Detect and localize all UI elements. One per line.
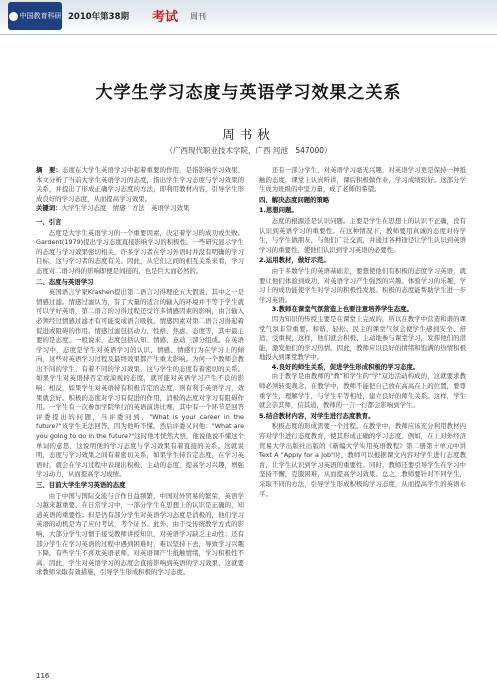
logo-mark-icon [9,12,18,21]
abstract-text: 态度在大学生英语学习中起着重要的作用，是指影响学习效果、本文分析了当前大学生英语学习的态度，指出学生学习态度与学习效果的关系，并提出了形成正确学习态度的方法，即利用教材内容，引导学生形成良好的学习态度，从而提高学习效果。 [36,166,244,203]
magazine-frequency: 周刊 [190,12,206,21]
magazine-name: 考试 [152,10,179,25]
author-affiliation: （广西现代职业技术学院，广西 河池 547000） [165,146,332,155]
left-heading: 一、引言 [36,217,62,226]
right-heading: 四、解决态度问题的策略 [259,195,330,204]
right-paragraph: 还有一部分学生，对英语学习毫无兴趣，对英语学习更是保持一种抵触的态度，课堂上认真听讲，课后积极做作业，学习成绩较好。这部分学生成为班级的中坚力量，成了老师的希望。 [259,166,466,194]
right-heading: 2.运用教材，做好示范。 [259,256,330,265]
left-heading: 二、态度与英语学习 [36,277,94,286]
right-subheading: 3.教师在课堂气氛营造上也要注意培养学生态度。 [271,305,413,314]
left-paragraph: 英国语言学家Krashen提出第二语言习得理论五大假说，其中之一是情感过滤。情感过滤认为，有了大量的适合的输入的环境并不等于学生就可以学好英语，第二语言的习得过程还受许多情感因素的影响，由言输入必须经过情感过滤才有可能变成语言吸收。情感因素对第二语言习得起着促进或阻碍的作用。情感过滤包括动力、性格、焦虑、态度等，其中最主要的是态度。一般说来，态度包括认知、情感、意动三部分组成。在英语学习中，态度是学生对英语学习的认识、情感、情感行为在学习上的倾向，这些对英语学习过程及最终效果都产生重大影响。为何一个教师会教出不同的学生，有着不同的学习效果，这与学生的态度有着密切的关系。如果学生对英语持否定或漠视的态度，就可能对英语学习产生不良的影响；相反，如果学生对英语持有积极肯定的态度，则有利于英语学习，效果就会好。积极的态度对学习有促进的作用，消极的态度对学习有阻碍作用。一学生有一次参加学院举行的英语演讲比赛，其中有一个环节是回答评委提出的问题，当评委问到，"What is your career in the future?"该学生无法回答，因为他听不懂。然后评委又问他："What are you going to do in the future?"这时他才恍然大悟，他说他说不懂这个单词的意思，这说明他的学习态度与学习效果有着直接的关系。这就说明，态度与学习效果之间有着密切关系，如果学生持肯定态度，在学习英语时，就会在学习过程中表现出积极、主动的态度，提高学习兴趣，增强学习动力，从而提高学习成绩。 [36,288,244,479]
keywords [36,204,244,214]
left-column [36,166,244,670]
issue-label: 2010年第38期 [68,12,129,22]
right-paragraph: 因为知识的传授主要是在课堂上完成的，所以在教学中营造和谐的课堂气氛非常重要。和谐、轻松、民主的课堂气氛会使学生感到安全、舒适、受重视，这样，他们就会积极、主动地参与课堂学习，发挥他们的潜能，激发他们的学习热情。因此，教师应以良好的情绪和饱满的热情积极地投入到课堂教学中。 [259,314,466,362]
right-column [259,166,466,670]
left-column-body [36,218,244,578]
right-subheading: 4.良好的师生关系，促进学生形成积极的学习态度。 [271,362,420,371]
left-paragraph: 态度是大学生英语学习的一个重要因素，决定着学习的成功或失败。Gardent(1979)提出学习态度直接影响学习的积极性。一些研究显示学生的态度与学习效果密切相关，许多学习者在学习外语时并没有明确的学习目标，这与学习者的态度有关。因此，从它们之间的相互关系来看，学习态度对二语习得的影响即便是间接的，也是巨大而必然的。 [36,228,244,275]
right-paragraph: 积极态度的形成需要一个过程。在教学中，教师应该充分利用教材内容对学生进行态度教育，使其形成正确的学习态度。例如，在上对外经济贸易大学出版社出版的《新编大学实用英语教程》第二册第十单元中讲Text A "Apply for a Job"时，教师可以根据课文内容对学生进行态度教育，让学生认识到学习英语的重要性。同时，教师还要引导学生在学习中坚持不懈，克服困难，从而提高学习效果。总之，教师要针对不同学生，采取不同的方法，引导学生形成积极的学习态度，从而提高学生的英语水平。 [259,422,466,498]
keywords-label: 关键词： [36,204,62,213]
keywords-text: 大学生学习态度 情感 方法 英语学习效果 [61,204,190,213]
journal-logo [8,2,62,30]
page-number: 116 [36,672,50,680]
article-title: 大学生学习态度与英语学习效果之关系 [95,83,402,103]
logo-text: 中国教育科研 [19,12,62,20]
right-paragraph: 态度的根源还是认识问题。主要是学生在思想上的认识不正确，没有认识到英语学习的重要性。在这种情况下，教师要用真诚的态度对待学生，与学生做朋友，与他们广泛交流，并通过各种途径让学生认识到英语学习的重要性，使他们认识到学习英语的必要性。 [259,216,466,254]
right-heading: 1.思想问题。 [259,206,298,215]
right-paragraph: 由于多数学生的英语基础差，要想使他们有积极的态度学习英语，就要让他们体验到成功，对英语学习产生强烈的兴趣。体验学习的乐趣，学习上的成功能使学生对学习的积极性发展。积极的态度能帮助学生进一步学习英语。 [259,266,466,304]
right-column-body [259,166,466,499]
right-paragraph: 由于教学是由教师的"教"和学生的"学"双边活动构成的，这就要求教师必须转变观念，在教学中，教师不能把自己放在高高在上的位置，要尊重学生，理解学生，与学生平等相处，建立良好的师生关系。这样，学生就会亲其师，信其道，教师的一言一行都会影响到学生。 [259,372,466,410]
abstract-label: 摘 要： [36,166,63,174]
header-divider [0,34,497,35]
abstract [36,166,244,204]
article-author: 周书秋 [222,127,275,142]
left-paragraph: 由于中国与国际交流与合作日益频繁，中国对外贸易的繁荣，英语学习越来越重要。在日常学习中，一部分学生在思想上的认识是正确的，知道英语的重要性；但是仍有部分学生对英语学习态度是消极的，他们学习英语的动机是为了应付考试，考个证书。此外，由于受传统教学方式的影响，大部分学生习惯于接受教师讲授知识，对英语学习缺乏主动性；还有部分学生在学习英语的过程中遇到困难时，难以坚持下去，导致学习兴趣下降。有些学生不喜欢英语老师，对英语课产生抵触情绪，学习积极性不高。因此，学生对英语学习的态度会直接影响到英语的学习效果，这就要求教师采取有效措施，引导学生形成积极的学习态度。 [36,491,244,577]
right-heading: 5.结合教材内容，对学生进行态度教育。 [259,411,375,420]
left-heading: 三、目前大学生学习英语的态度 [36,481,126,489]
